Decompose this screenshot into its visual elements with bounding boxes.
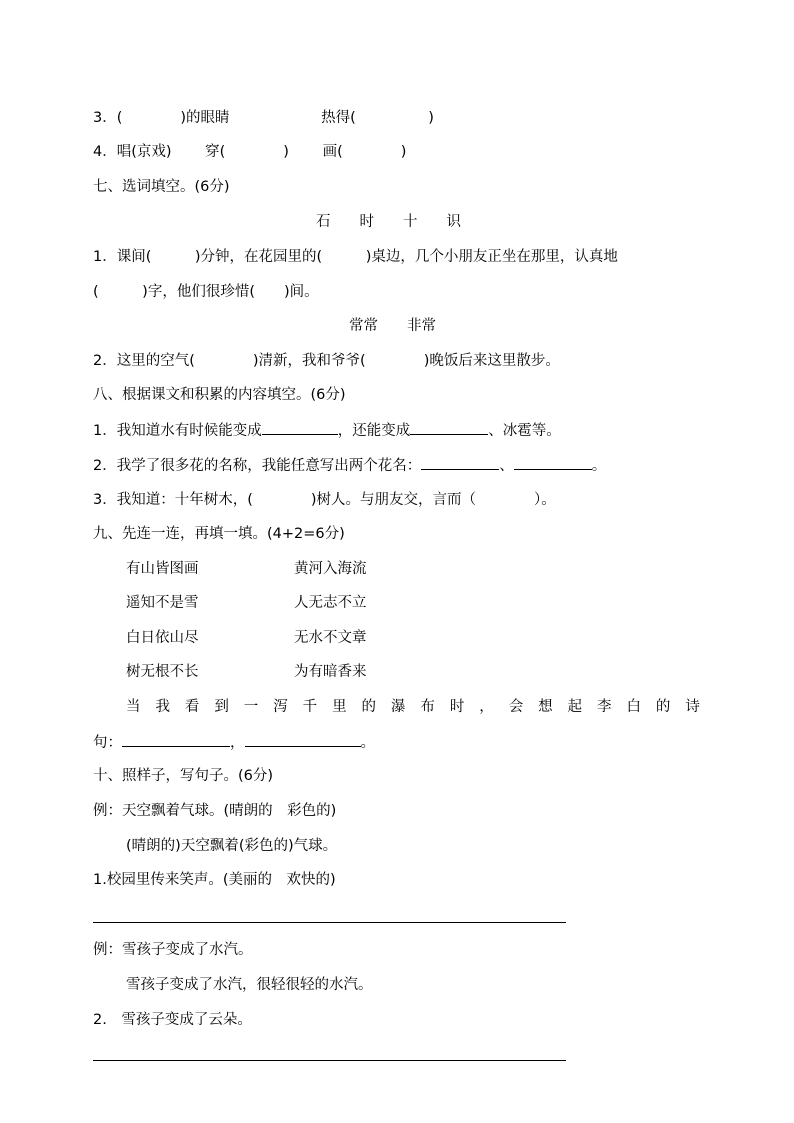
section-10-example-2: 例：雪孩子变成了水汽。 xyxy=(93,942,253,958)
section-7-word-bank-2: 常常 非常 xyxy=(349,318,436,334)
section-8-title: 八、根据课文和积累的内容填空。(6分) xyxy=(93,387,346,403)
section-7-question-2: 2．这里的空气( )清新，我和爷爷( )晚饭后来这里散步。 xyxy=(93,353,560,369)
char: 泻 xyxy=(273,699,288,715)
section-7-word-bank-1: 石 时 十 识 xyxy=(316,214,461,230)
char: 时 xyxy=(449,699,465,715)
section-8-question-1 xyxy=(93,420,561,441)
char: 布 xyxy=(420,699,435,715)
poem-right-2: 人无志不立 xyxy=(294,595,367,611)
section-7-question-1a: 1．课间( )分钟，在花园里的( )桌边，几个小朋友正坐在那里，认真地 xyxy=(93,249,618,265)
section-10-example-1-answer: (晴朗的)天空飘着(彩色的)气球。 xyxy=(126,838,338,854)
char: 会 xyxy=(508,699,524,715)
char: 到 xyxy=(214,699,229,715)
fill-b-text-b: ， xyxy=(230,735,245,751)
fill-b-text-c: 。 xyxy=(360,735,375,751)
section-10-question-2: 2. 雪孩子变成了云朵。 xyxy=(93,1012,252,1028)
char: 诗 xyxy=(685,699,700,715)
char: 想 xyxy=(538,699,553,715)
char: 的 xyxy=(655,699,671,715)
poem-left-3: 白日依山尽 xyxy=(126,630,199,646)
section-9-title: 九、先连一连，再填一填。(4+2=6分) xyxy=(93,526,345,542)
answer-blank[interactable] xyxy=(514,455,592,470)
answer-blank[interactable] xyxy=(245,732,361,747)
fill-b-text-a: 句： xyxy=(93,735,122,751)
answer-line-1[interactable] xyxy=(93,922,566,923)
section-10-example-1: 例：天空飘着气球。(晴朗的 彩色的) xyxy=(93,803,337,819)
poem-left-2: 遥知不是雪 xyxy=(126,595,199,611)
char: 当 xyxy=(126,699,141,715)
section-10-title: 十、照样子，写句子。(6分) xyxy=(93,768,274,784)
section-8-question-2 xyxy=(93,455,606,476)
section-10-example-2-answer: 雪孩子变成了水汽，很轻很轻的水汽。 xyxy=(126,977,373,993)
q1-text-c: 、冰雹等。 xyxy=(488,423,561,439)
answer-blank[interactable] xyxy=(421,455,499,470)
q1-text-a: 1．我知道水有时候能变成 xyxy=(93,423,262,439)
item-4-line: 4．唱(京戏) 穿( ) 画( ) xyxy=(93,144,407,160)
char: 瀑 xyxy=(390,699,406,715)
poem-left-1: 有山皆图画 xyxy=(126,561,199,577)
q2-text-a: 2．我学了很多花的名称，我能任意写出两个花名： xyxy=(93,458,422,474)
answer-blank[interactable] xyxy=(410,420,488,435)
section-9-fill-sentence xyxy=(126,697,700,717)
char: 李 xyxy=(597,699,612,715)
char: 我 xyxy=(155,699,170,715)
char: 一 xyxy=(243,699,259,715)
section-7-question-1b: ( )字，他们很珍惜( )间。 xyxy=(93,284,319,300)
poem-right-1: 黄河入海流 xyxy=(294,561,367,577)
char: 千 xyxy=(302,699,318,715)
item-3-line: 3．( )的眼睛 热得( ) xyxy=(93,110,434,126)
answer-blank[interactable] xyxy=(262,420,338,435)
q2-text-b: 、 xyxy=(499,458,514,474)
poem-left-4: 树无根不长 xyxy=(126,664,199,680)
answer-blank[interactable] xyxy=(122,732,230,747)
section-7-title: 七、选词填空。(6分) xyxy=(93,179,230,195)
poem-right-4: 为有暗香来 xyxy=(294,664,367,680)
answer-line-2[interactable] xyxy=(93,1060,566,1061)
q1-text-b: ，还能变成 xyxy=(337,423,411,439)
char: 白 xyxy=(626,699,641,715)
q2-text-c: 。 xyxy=(591,458,607,474)
poem-right-3: 无水不文章 xyxy=(294,630,367,646)
char: 的 xyxy=(361,699,376,715)
char: 起 xyxy=(567,699,583,715)
section-10-question-1: 1.校园里传来笑声。(美丽的 欢快的) xyxy=(93,872,336,888)
section-9-fill-sentence-b xyxy=(93,732,375,753)
section-8-question-3: 3．我知道：十年树木，( )树人。与朋友交，言而（ ）。 xyxy=(93,492,556,508)
char: 里 xyxy=(332,699,347,715)
char: ， xyxy=(479,699,494,715)
char: 看 xyxy=(184,699,200,715)
